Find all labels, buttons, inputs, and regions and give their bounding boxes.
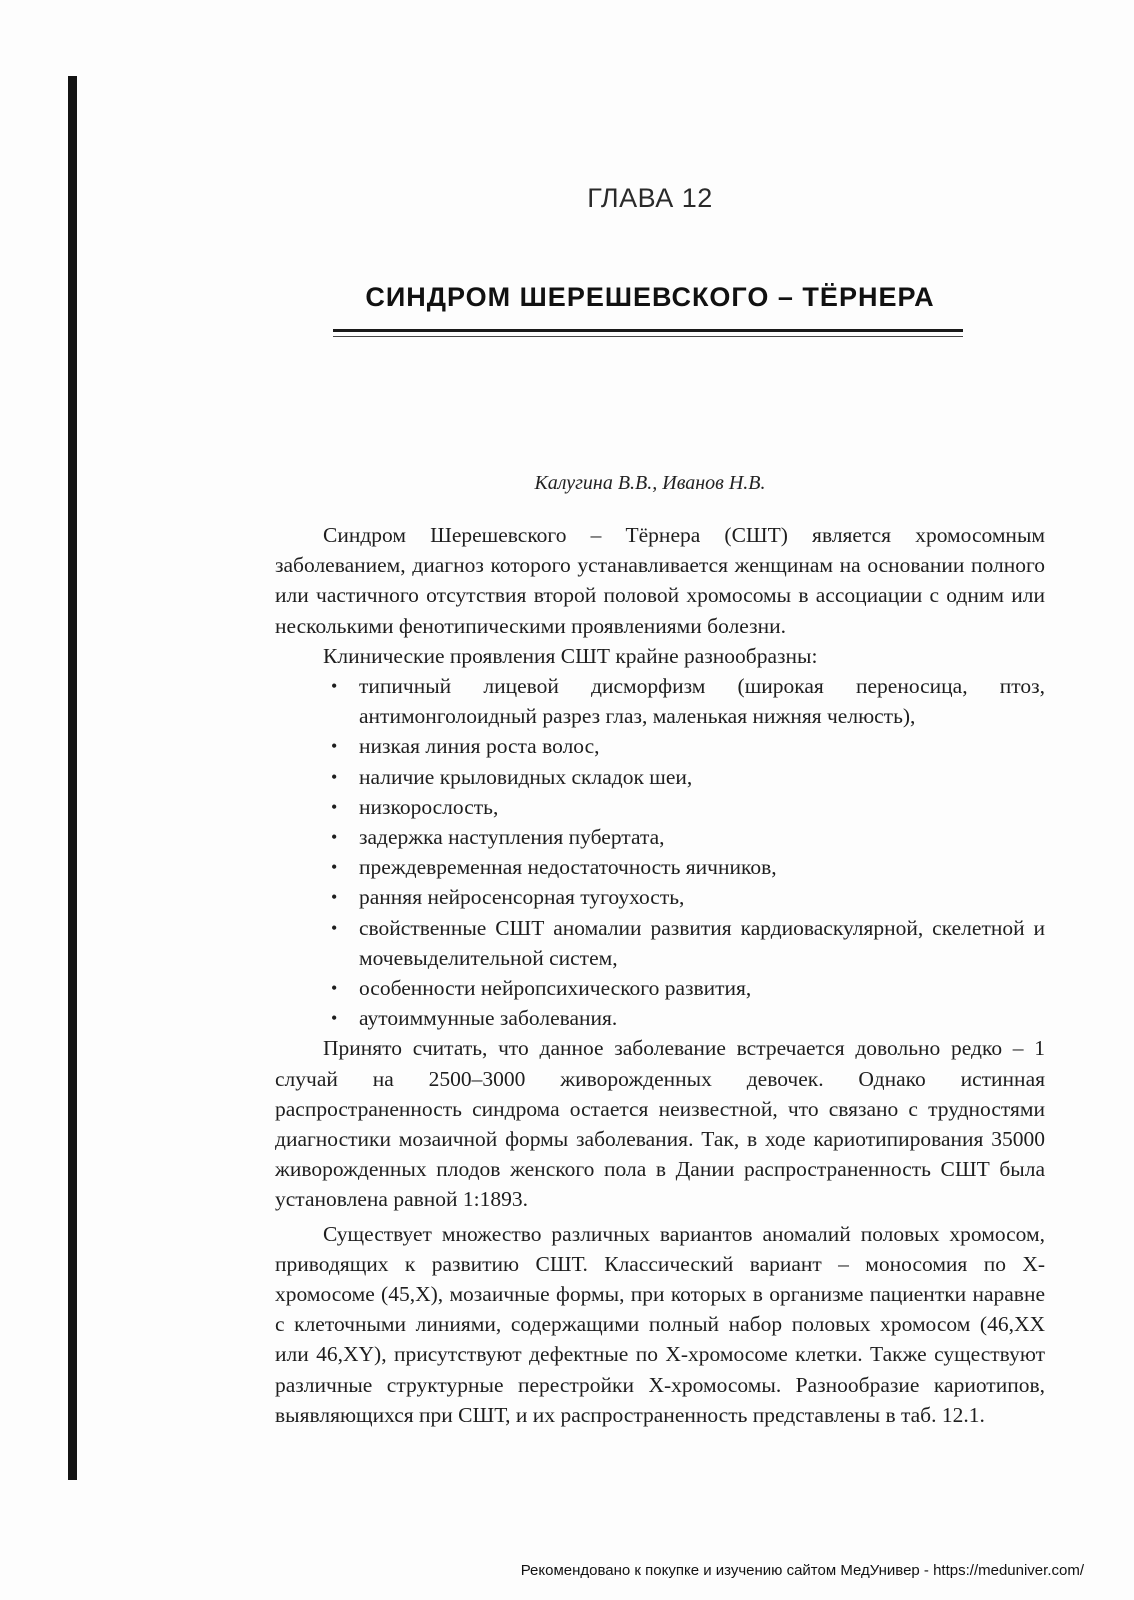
bullet-icon: • <box>331 887 338 908</box>
list-item: • преждевременная недостаточность яичников, <box>359 852 1045 882</box>
list-item: • особенности нейропсихического развития, <box>359 973 1045 1003</box>
list-item: • ранняя нейросенсорная тугоухость, <box>359 882 1045 912</box>
page-binding-edge <box>68 76 77 1480</box>
bullet-icon: • <box>331 917 338 938</box>
chapter-number: ГЛАВА 12 <box>587 183 713 213</box>
list-item: • свойственные СШТ аномалии развития кардиоваскулярной, скелетной и мочевыделительной систем, <box>359 913 1045 973</box>
list-item: • низкая линия роста волос, <box>359 731 1045 761</box>
list-intro-paragraph: Клинические проявления СШТ крайне разнообразны: <box>323 643 818 668</box>
chapter-body <box>275 520 1045 1430</box>
list-item: • задержка наступления пубертата, <box>359 822 1045 852</box>
list-item: • типичный лицевой дисморфизм (широкая переносица, птоз, антимонголоидный разрез глаз, маленькая нижняя челюсть), <box>359 671 1045 731</box>
bullet-icon: • <box>331 827 338 848</box>
authors: Калугина В.В., Иванов Н.В. <box>534 472 766 494</box>
footer-recommendation: Рекомендовано к покупке и изучению сайтом МедУнивер - https://meduniver.com/ <box>520 1562 1084 1579</box>
list-item: • низкорослость, <box>359 792 1045 822</box>
title-rule-thin <box>333 336 963 337</box>
chapter-title: СИНДРОМ ШЕРЕШЕВСКОГО – ТЁРНЕРА <box>365 282 935 312</box>
clinical-features-list <box>275 671 1045 1033</box>
title-rule-thick <box>333 329 963 332</box>
bullet-icon: • <box>331 676 338 697</box>
bullet-icon: • <box>331 736 338 757</box>
bullet-icon: • <box>331 857 338 878</box>
list-item: • аутоиммунные заболевания. <box>359 1003 1045 1033</box>
bullet-icon: • <box>331 796 338 817</box>
variants-paragraph: Существует множество различных вариантов аномалий половых хромосом, приводящих к развитию СШТ. Классический вариант – моносомия по Х-хромосоме (45,Х), мозаичные формы, при которых в организме пациентки наравне с клеточными линиями, содержащими полный набор половых хромосом (46,ХХ или 46,XY), присутствуют дефектные по Х-хромосоме клетки. Также существуют различные структурные перестройки Х-хромосомы. Разнообразие кариотипов, выявляющихся при СШТ, и их распространенность представлены в таб. 12.1. <box>275 1221 1045 1427</box>
bullet-icon: • <box>331 1008 338 1029</box>
prevalence-paragraph: Принято считать, что данное заболевание встречается довольно редко – 1 случай на 2500–3000 живорожденных девочек. Однако истинная распространенность синдрома остается неизвестной, что связано с трудностями диагностики мозаичной формы заболевания. Так, в ходе кариотипирования 35000 живорожденных плодов женского пола в Дании распространенность СШТ была установлена равной 1:1893. <box>275 1036 1045 1212</box>
intro-paragraph: Синдром Шерешевского – Тёрнера (СШТ) является хромосомным заболеванием, диагноз которого устанавливается женщинам на основании полного или частичного отсутствия второй половой хромосомы в ассоциации с одним или несколькими фенотипическими проявлениями болезни. <box>275 523 1045 638</box>
bullet-icon: • <box>331 978 338 999</box>
list-item: • наличие крыловидных складок шеи, <box>359 762 1045 792</box>
bullet-icon: • <box>331 766 338 787</box>
